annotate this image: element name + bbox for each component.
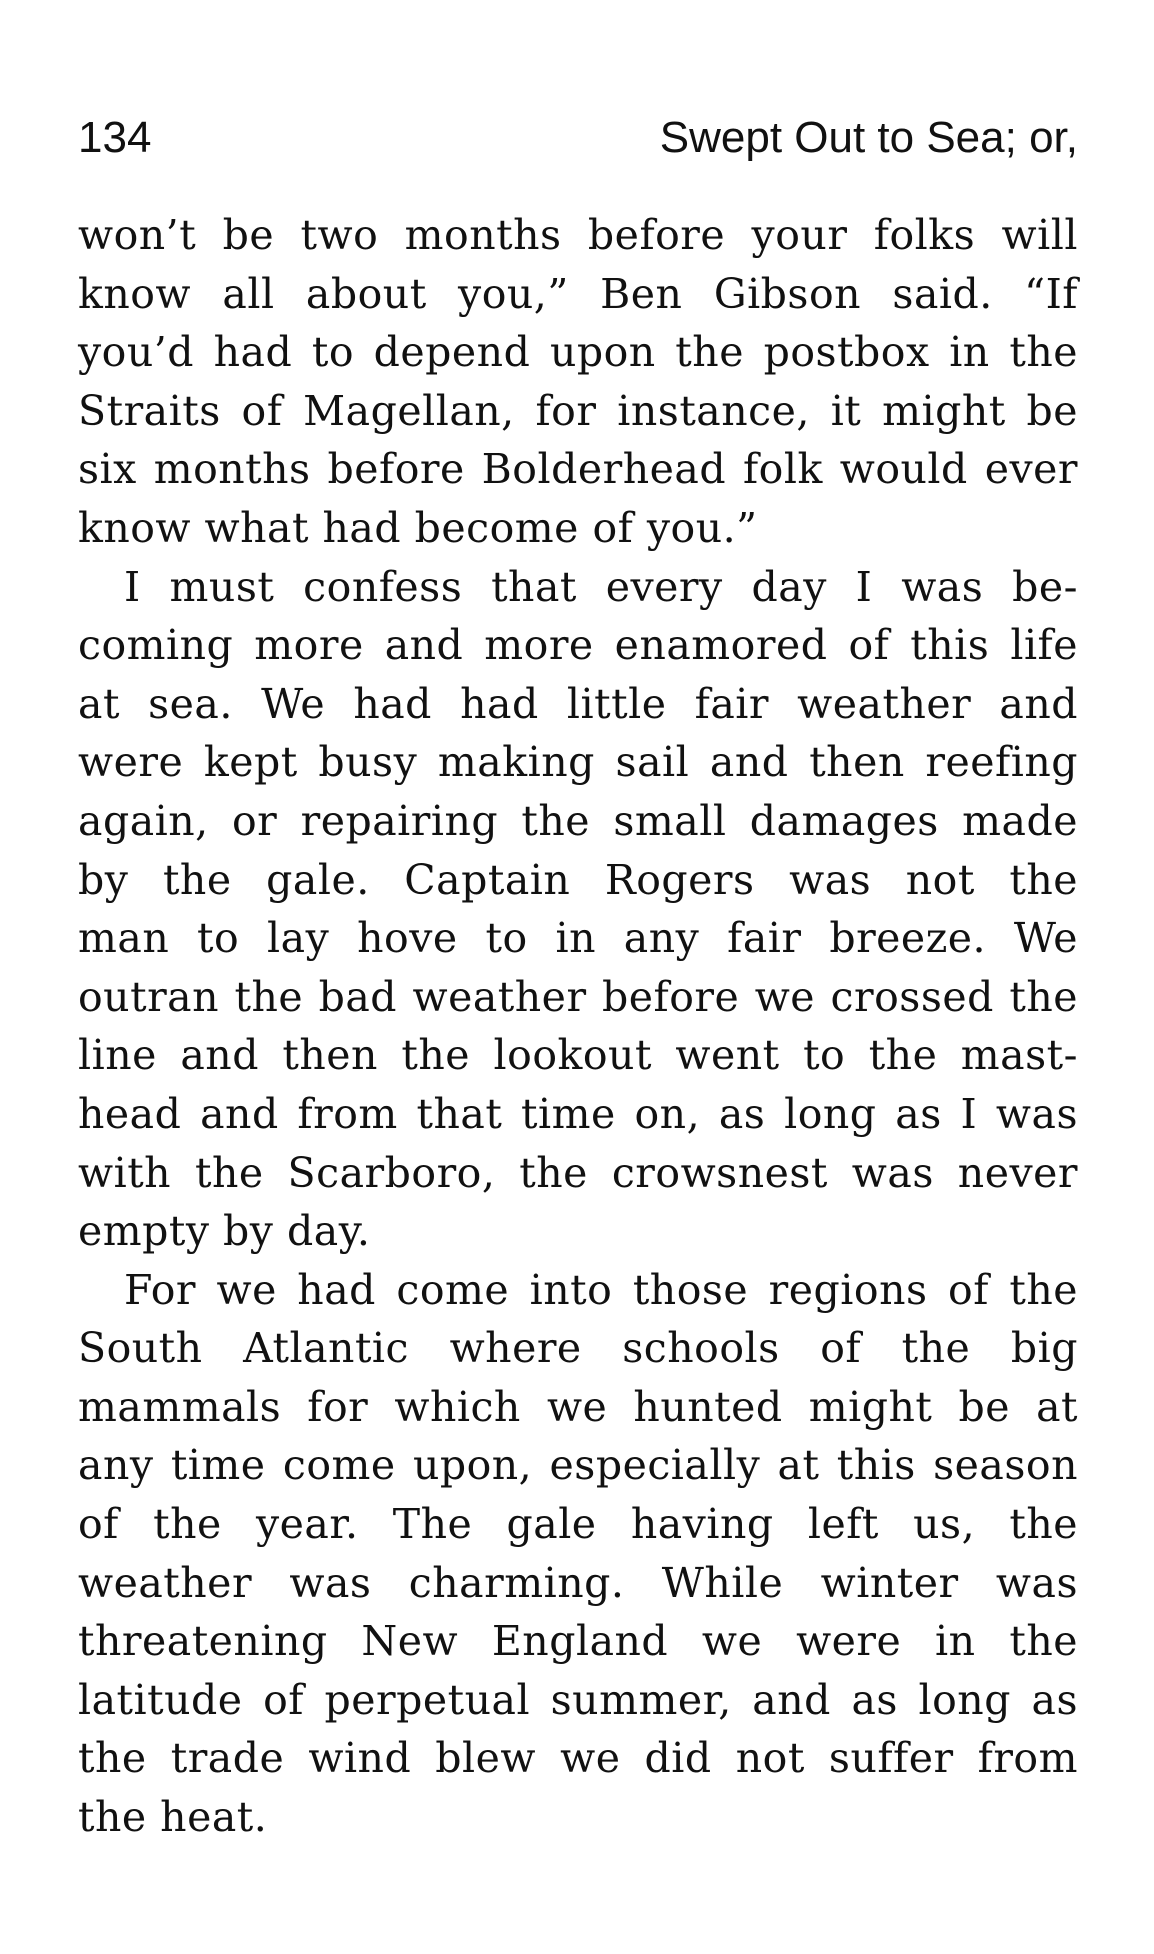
text-line: of the year. The gale having left us, the [78,1500,1078,1549]
paragraph-2 [78,558,1078,1261]
text-line: with the Scarboro, the crowsnest was never [78,1148,1078,1197]
text-line: empty by day. [78,1207,371,1256]
running-head [78,108,1078,168]
text-line: For we had come into those regions of the [124,1265,1078,1314]
text-line: six months before Bolderhead folk would ever [78,445,1078,494]
text-line: threatening New England we were in the [78,1617,1078,1666]
text-line: by the gale. Captain Rogers was not the [78,855,1078,904]
text-line: Straits of Magellan, for instance, it might be [78,386,1078,435]
text-line: man to lay hove to in any fair breeze. We [78,914,1078,963]
text-line: the heat. [78,1793,268,1842]
text-line: weather was charming. While winter was [78,1558,1078,1607]
running-title: Swept Out to Sea; or, [659,113,1078,162]
text-line: again, or repairing the small damages made [78,796,1078,845]
text-line: line and then the lookout went to the mast- [78,1031,1078,1080]
text-line: any time come upon, especially at this season [78,1441,1078,1490]
text-line: mammals for which we hunted might be at [78,1382,1078,1431]
text-line: South Atlantic where schools of the big [78,1324,1078,1373]
text-line: head and from that time on, as long as I was [78,1089,1078,1138]
text-line: at sea. We had had little fair weather and [78,679,1078,728]
text-line: coming more and more enamored of this life [78,621,1078,670]
text-line: the trade wind blew we did not suffer from [78,1734,1078,1783]
text-line: outran the bad weather before we crossed the [78,972,1078,1021]
text-line: know what had become of you.” [78,503,758,552]
text-line: were kept busy making sail and then reefing [78,738,1078,787]
body-text [78,206,1078,1847]
text-line: know all about you,” Ben Gibson said. “If [78,269,1078,318]
text-line: won’t be two months before your folks will [78,211,1078,259]
paragraph-1 [78,206,1078,558]
text-line: you’d had to depend upon the postbox in the [78,328,1078,377]
page-number: 134 [78,113,152,162]
paragraph-3 [78,1261,1078,1847]
text-line: latitude of perpetual summer, and as long as [78,1675,1078,1724]
text-line: I must confess that every day I was be- [124,562,1078,611]
